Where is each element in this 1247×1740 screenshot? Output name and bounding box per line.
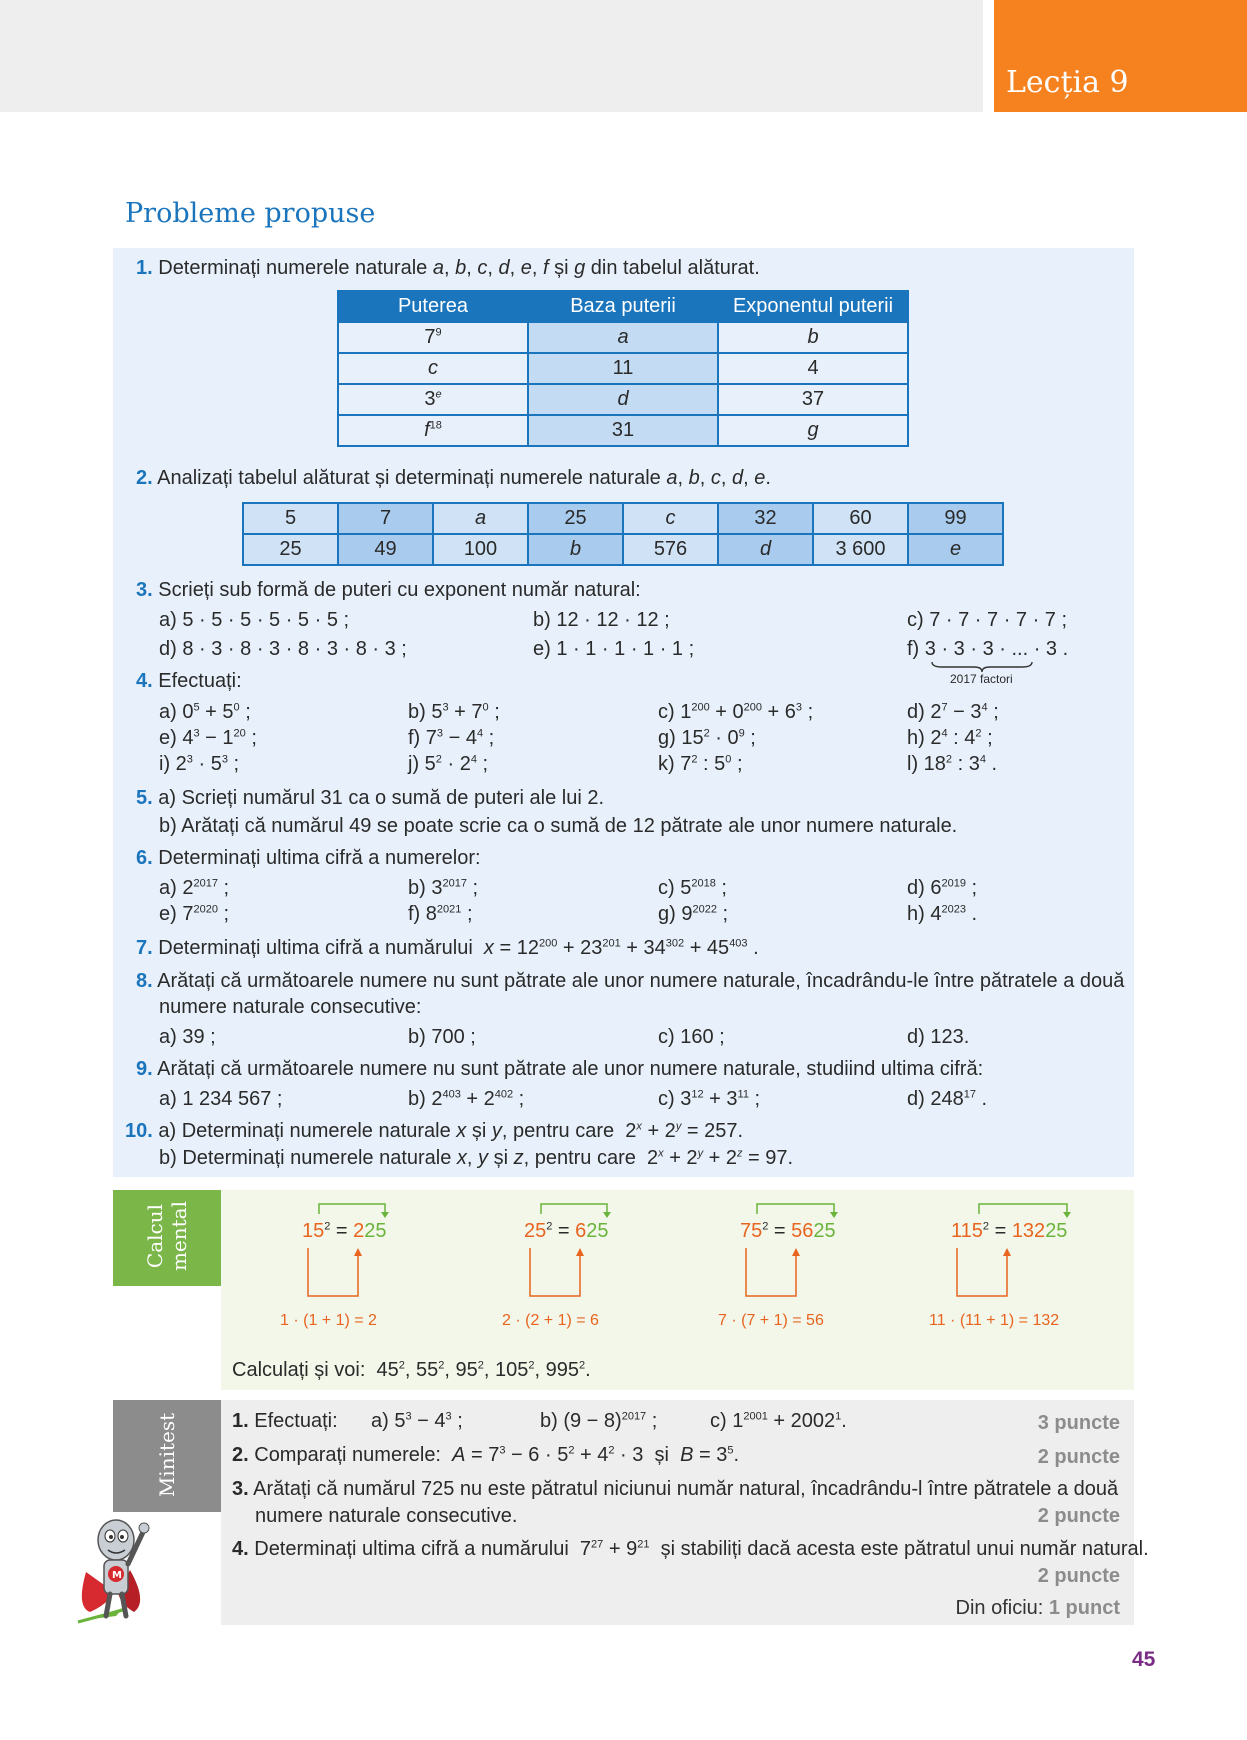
- page-number: 45: [1132, 1648, 1156, 1671]
- problem-10a: 10. a) Determinați numerele naturale x și y, pentru care $2^x + 2^y = 257$.: [125, 1120, 744, 1142]
- problem-8b: b) 700 ;: [408, 1026, 476, 1048]
- minitest-4: 4. Determinați ultima cifră a numărului $7^{27} + 9^{21}$ și stabiliți dacă acesta este pătratul unui număr natural.: [232, 1538, 1149, 1560]
- squares-table-cell: 99: [908, 503, 1003, 534]
- example-base: 75: [740, 1220, 763, 1242]
- points-2: 2 puncte: [1037, 1446, 1120, 1468]
- power-base: 3: [424, 388, 436, 410]
- minitest-1a: a) $5^3 - 4^3$ ;: [371, 1410, 463, 1432]
- power-exponent: 18: [429, 419, 442, 432]
- problem-4j: j) $5^2 \cdot 2^4$ ;: [408, 753, 489, 775]
- problem-1: 1. Determinați numerele naturale a, b, c, d, e, f și g din tabelul alăturat.: [136, 257, 760, 279]
- squares-table-cell: 576: [623, 534, 718, 565]
- squares-table-cell: 7: [338, 503, 433, 534]
- squares-table-cell: a: [433, 503, 528, 534]
- problem-6a: a) $2^{2017}$ ;: [159, 877, 230, 899]
- minitest-1c: c) $1^{2001} + 2002^1$.: [710, 1410, 847, 1432]
- example-base: 15: [302, 1220, 325, 1242]
- problem-3e: e) 1 · 1 · 1 · 1 · 1 ;: [533, 638, 695, 660]
- factor-count-label: 2017 factori: [950, 672, 1013, 686]
- minitest-3: 3. Arătați că numărul 725 nu este pătratul niciunui număr natural, încadrându-l între pătratele a două: [232, 1478, 1119, 1500]
- example-arrows-icon: [951, 1200, 1071, 1300]
- problem-4g: g) $15^2 \cdot 0^9$ ;: [658, 727, 756, 749]
- cell-power: [338, 384, 528, 415]
- squares-table-cell: 3 600: [813, 534, 908, 565]
- cell-power: [338, 353, 528, 384]
- power-base: c: [428, 357, 438, 379]
- problem-4i: i) $2^3 \cdot 5^3$ ;: [159, 753, 240, 775]
- mental-calc-tab: [113, 1190, 221, 1286]
- squares-table-cell: b: [528, 534, 623, 565]
- mental-calc-exercise: Calculați și voi: $45^2$, $55^2$, $95^2$, $105^2$, $995^2$.: [232, 1359, 591, 1381]
- squares-table-cell: 32: [718, 503, 813, 534]
- example-formula: 1 · (1 + 1) = 2: [280, 1312, 377, 1329]
- problem-6b: b) $3^{2017}$ ;: [408, 877, 479, 899]
- squares-table-cell: 5: [243, 503, 338, 534]
- example-formula: 2 · (2 + 1) = 6: [502, 1312, 599, 1329]
- problem-5a: 5. a) Scrieți numărul 31 ca o sumă de puteri ale lui 2.: [136, 787, 605, 809]
- problem-4c: c) $1^{200} + 0^{200} + 6^3$ ;: [658, 701, 814, 723]
- cell-power: [338, 322, 528, 353]
- squares-table-cell: 25: [528, 503, 623, 534]
- problem-6g: g) $9^{2022}$ ;: [658, 903, 729, 925]
- problem-3f: f) 3 · 3 · 3 · ... · 3 .: [907, 638, 1069, 660]
- problem-4l: l) $18^2$ : $3^4$ .: [907, 753, 998, 775]
- problem-3b: b) 12 · 12 · 12 ;: [533, 609, 670, 631]
- squares-table-cell: c: [623, 503, 718, 534]
- minitest-tab: [113, 1400, 221, 1512]
- squares-table-cell: 60: [813, 503, 908, 534]
- problem-8d: d) 123.: [907, 1026, 970, 1048]
- problem-9: 9. Arătați că următoarele numere nu sunt pătrate ale unor numere naturale, studiind ultima cifră:: [136, 1058, 984, 1080]
- cell-base: 11: [528, 353, 718, 384]
- problem-4d: d) $2^7 - 3^4$ ;: [907, 701, 999, 723]
- header-bar: [0, 0, 983, 112]
- problem-3d: d) 8 · 3 · 8 · 3 · 8 · 3 · 8 · 3 ;: [159, 638, 407, 660]
- problem-8a: a) 39 ;: [159, 1026, 216, 1048]
- power-base: 7: [424, 326, 436, 348]
- squares-table-row: [243, 503, 1003, 534]
- powers-table-row: [338, 384, 908, 415]
- example-result-prefix: 56: [791, 1220, 814, 1242]
- power-base: f: [424, 419, 430, 441]
- squares-table: [242, 502, 1004, 566]
- mental-calc-tab-line2: mental: [167, 1200, 191, 1272]
- points-3: 2 puncte: [1037, 1505, 1120, 1527]
- lesson-label: Lecția 9: [1006, 65, 1129, 100]
- cell-exponent: g: [718, 415, 908, 446]
- squares-table-cell: e: [908, 534, 1003, 565]
- mental-calc-example: $115^2 = 13225$: [951, 1220, 1068, 1242]
- problem-6d: d) $6^{2019}$ ;: [907, 877, 978, 899]
- problem-9b: b) $2^{403} + 2^{402}$ ;: [408, 1088, 525, 1110]
- powers-table: [337, 290, 909, 447]
- mental-calc-tab-line1: Calcul: [143, 1203, 167, 1269]
- problem-6: 6. Determinați ultima cifră a numerelor:: [136, 847, 481, 869]
- problem-2: 2. Analizați tabelul alăturat și determinați numerele naturale a, b, c, d, e.: [136, 467, 771, 489]
- power-exponent: 9: [435, 326, 442, 339]
- problem-6f: f) $8^{2021}$ ;: [408, 903, 473, 925]
- problem-7: 7. Determinați ultima cifră a numărului $x = 12^{200} + 23^{201} + 34^{302} + 45^{403}$ .: [136, 937, 759, 959]
- section-title: Probleme propuse: [125, 198, 376, 229]
- problem-4b: b) $5^3 + 7^0$ ;: [408, 701, 500, 723]
- problem-10b: b) Determinați numerele naturale x, y și z, pentru care $2^x + 2^y + 2^z = 97$.: [159, 1147, 794, 1169]
- minitest-1: 1. Efectuați:: [232, 1410, 338, 1432]
- powers-table-row: [338, 353, 908, 384]
- mental-calc-example: $15^2 = 225$: [302, 1220, 387, 1242]
- squares-table-cell: 49: [338, 534, 433, 565]
- problem-5b: b) Arătați că numărul 49 se poate scrie ca o sumă de 12 pătrate ale unor numere naturale.: [159, 815, 958, 837]
- mental-calc-example: $25^2 = 625$: [524, 1220, 609, 1242]
- mental-calc-example: $75^2 = 5625$: [740, 1220, 836, 1242]
- problem-4e: e) $4^3 - 1^{20}$ ;: [159, 727, 257, 749]
- problem-4k: k) $7^2$ : $5^0$ ;: [658, 753, 743, 775]
- problem-3: 3. Scrieți sub formă de puteri cu exponent număr natural:: [136, 579, 641, 601]
- problem-9d: d) $248^{17}$ .: [907, 1088, 988, 1110]
- svg-text:M: M: [112, 1570, 122, 1581]
- minitest-tab-label: Minitest: [155, 1412, 179, 1498]
- example-base: 25: [524, 1220, 547, 1242]
- header-exponent: Exponentul puterii: [718, 291, 908, 322]
- cell-base: a: [528, 322, 718, 353]
- oficiu-points: 1 punct: [1048, 1597, 1120, 1619]
- points-1: 3 puncte: [1037, 1412, 1120, 1434]
- problem-4a: a) $0^5 + 5^0$ ;: [159, 701, 251, 723]
- minitest-1b: b) $(9 - 8)^{2017}$ ;: [540, 1410, 658, 1432]
- minitest-2: 2. Comparați numerele: $A = 7^3 - 6 \cdot 5^2 + 4^2 \cdot 3$ și $B = 3^5$.: [232, 1444, 740, 1466]
- problem-6c: c) $5^{2018}$ ;: [658, 877, 727, 899]
- oficiu-label: Din oficiu:: [955, 1597, 1044, 1619]
- example-arrows-icon: [524, 1200, 644, 1300]
- problem-3c: c) 7 · 7 · 7 · 7 · 7 ;: [907, 609, 1068, 631]
- example-arrows-icon: [302, 1200, 422, 1300]
- example-result-suffix: 25: [813, 1220, 836, 1242]
- example-result-suffix: 25: [586, 1220, 609, 1242]
- oficiu-line: [956, 1597, 1121, 1620]
- example-formula: 7 · (7 + 1) = 56: [718, 1312, 824, 1329]
- problem-8: 8. Arătați că următoarele numere nu sunt pătrate ale unor numere naturale, încadrându-le între pătratele a două: [136, 970, 1125, 992]
- powers-table-row: [338, 415, 908, 446]
- power-exponent: e: [435, 388, 442, 401]
- points-4: 2 puncte: [1037, 1565, 1120, 1587]
- cell-exponent: 37: [718, 384, 908, 415]
- example-result-prefix: 6: [575, 1220, 587, 1242]
- problem-8c: c) 160 ;: [658, 1026, 725, 1048]
- problem-4: 4. Efectuați:: [136, 670, 242, 692]
- squares-table-cell: 100: [433, 534, 528, 565]
- header-puterea: Puterea: [338, 291, 528, 322]
- problem-6h: h) $4^{2023}$ .: [907, 903, 978, 925]
- example-result-prefix: 2: [353, 1220, 365, 1242]
- mental-calc-exercise-label: Calculați și voi:: [232, 1359, 366, 1381]
- squares-table-cell: d: [718, 534, 813, 565]
- example-result-prefix: 132: [1011, 1220, 1046, 1242]
- cell-base: 31: [528, 415, 718, 446]
- cell-exponent: 4: [718, 353, 908, 384]
- example-arrows-icon: [740, 1200, 860, 1300]
- example-result-suffix: 25: [364, 1220, 387, 1242]
- header-baza: Baza puterii: [528, 291, 718, 322]
- problem-6e: e) $7^{2020}$ ;: [159, 903, 230, 925]
- cell-base: d: [528, 384, 718, 415]
- example-base: 115: [951, 1220, 983, 1242]
- problem-4f: f) $7^3 - 4^4$ ;: [408, 727, 495, 749]
- powers-table-row: [338, 322, 908, 353]
- squares-table-row: [243, 534, 1003, 565]
- mascot-icon: [68, 1512, 158, 1630]
- problem-3a: a) 5 · 5 · 5 · 5 · 5 · 5 ;: [159, 609, 350, 631]
- cell-exponent: b: [718, 322, 908, 353]
- problem-9c: c) $3^{12} + 3^{11}$ ;: [658, 1088, 761, 1110]
- example-result-suffix: 25: [1045, 1220, 1068, 1242]
- example-formula: 11 · (11 + 1) = 132: [929, 1312, 1060, 1329]
- minitest-3-cont: numere naturale consecutive.: [255, 1505, 518, 1527]
- problem-8-cont: numere naturale consecutive:: [159, 996, 422, 1018]
- problem-4h: h) $2^4$ : $4^2$ ;: [907, 727, 993, 749]
- lesson-tab: [994, 0, 1247, 112]
- problem-9a: a) 1 234 567 ;: [159, 1088, 283, 1110]
- cell-power: [338, 415, 528, 446]
- squares-table-cell: 25: [243, 534, 338, 565]
